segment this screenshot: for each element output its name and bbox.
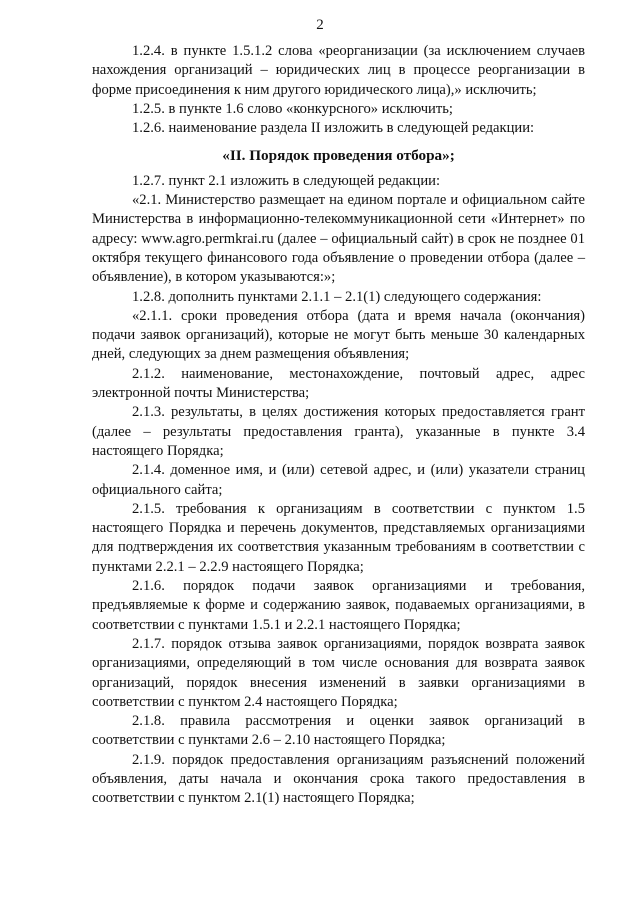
paragraph-1-2-7: 1.2.7. пункт 2.1 изложить в следующей редакции: [132,172,441,189]
paragraph-2-1-3: 2.1.3. результаты, в целях достижения которых предоставляется грант (далее – результаты предоставления гранта), указанные в пункте 3.4 настоящего Порядка; [92,404,585,459]
paragraph-1-2-4: 1.2.4. в пункте 1.5.1.2 слова «реорганизации (за исключением случаев нахождения организаций – юридических лиц в процессе реорганизации в форме присоединения к ним другого юридического лица),» исключить; [92,43,585,98]
paragraph-2-1-4: 2.1.4. доменное имя, и (или) сетевой адрес, и (или) указатели страниц официального сайта; [92,462,585,498]
paragraph-2-1-1: «2.1.1. сроки проведения отбора (дата и время начала (окончания) подачи заявок организаций), которые не могут быть меньше 30 календарных дней, следующих за днем размещения объявления; [92,307,585,363]
paragraph-1-2-8: 1.2.8. дополнить пунктами 2.1.1 – 2.1(1) следующего содержания: [132,288,542,305]
paragraph-2-1-9: 2.1.9. порядок предоставления организациям разъяснений положений объявления, даты начала и окончания срока такого предоставления в соответствии с пунктом 2.1(1) настоящего Порядка; [92,751,585,807]
paragraph-2-1-2: 2.1.2. наименование, местонахождение, почтовый адрес, адрес электронной почты Министерства; [92,365,585,402]
paragraph-2-1-7: 2.1.7. порядок отзыва заявок организациями, порядок возврата заявок организациями, определяющий в том числе основания для возврата заявок организаций, порядок внесения изменений в заявки организациями в соответствии с пунктом 2.4 настоящего Порядка; [92,635,585,710]
paragraph-1-2-5: 1.2.5. в пункте 1.6 слово «конкурсного» исключить; [132,100,453,117]
paragraph-2-1-5: 2.1.5. требования к организациям в соответствии с пунктом 1.5 настоящего Порядка и перечень документов, представляемых организациями для подтверждения их соответствия указанным требованиям в соответствии с пунктами 2.2.1 – 2.2.9 настоящего Порядка; [92,500,585,575]
paragraph-2-1: «2.1. Министерство размещает на едином портале и официальном сайте Министерства в информационно-телекоммуникационной сети «Интернет» по адресу: www.agro.permkrai.ru (далее – официальный сайт) в срок не позднее 01 октября текущего финансового года объявление о проведении отбора (далее – объявление), в котором указываются:»; [92,192,585,286]
paragraph-2-1-6: 2.1.6. порядок подачи заявок организациями и требования, предъявляемые к форме и содержанию заявок, подаваемых организациями, в соответствии с пунктами 1.5.1 и 2.2.1 настоящего Порядка; [92,578,585,633]
section-heading: «II. Порядок проведения отбора»; [222,147,455,165]
paragraph-1-2-6: 1.2.6. наименование раздела II изложить в следующей редакции: [132,120,535,137]
page-number: 2 [316,17,324,33]
paragraph-2-1-8: 2.1.8. правила рассмотрения и оценки заявок организаций в соответствии с пунктами 2.6 – 2.10 настоящего Порядка; [92,713,585,749]
document-body [92,42,585,809]
